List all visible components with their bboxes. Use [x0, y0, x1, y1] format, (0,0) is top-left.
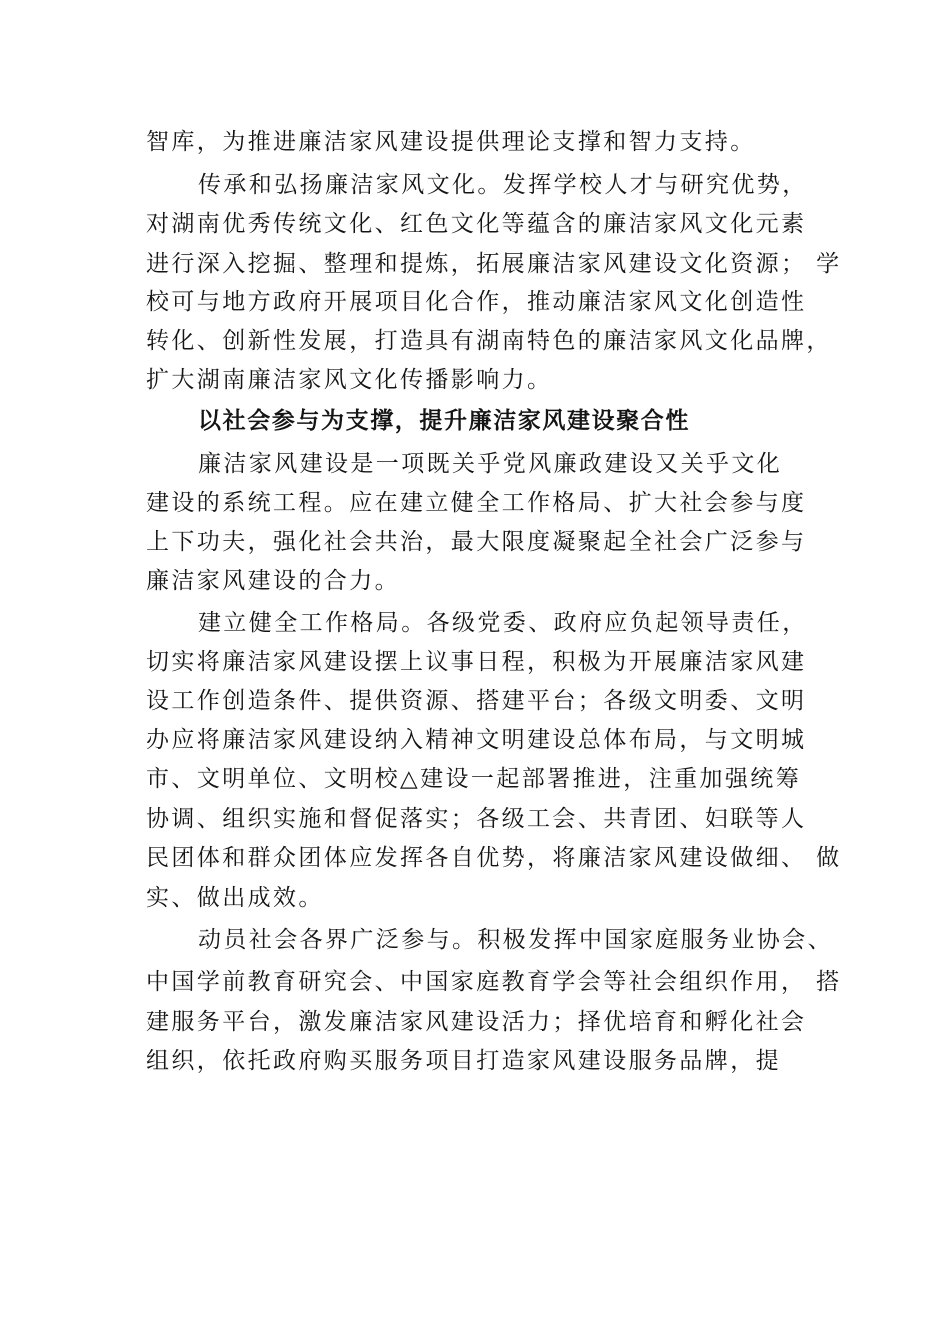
text-line: 组织，依托政府购买服务项目打造家风建设服务品牌，提	[146, 1048, 781, 1074]
text-line: 设工作创造条件、提供资源、搭建平台；各级文明委、文明	[146, 688, 807, 714]
text-line: 扩大湖南廉洁家风文化传播影响力。	[146, 367, 553, 393]
text-line: 中国学前教育研究会、中国家庭教育学会等社会组织作用， 搭	[146, 969, 842, 995]
text-line: 民团体和群众团体应发挥各自优势，将廉洁家风建设做细、 做	[146, 845, 842, 871]
text-line: 市、文明单位、文明校△建设一起部署推进，注重加强统筹	[146, 766, 802, 792]
text-line: 廉洁家风建设的合力。	[146, 568, 400, 594]
text-line: 办应将廉洁家风建设纳入精神文明建设总体布局，与文明城	[146, 727, 807, 753]
paragraph-first-line: 建立健全工作格局。各级党委、政府应负起领导责任，	[198, 610, 808, 636]
text-line: 进行深入挖掘、整理和提炼，拓展廉洁家风建设文化资源； 学	[146, 251, 842, 277]
paragraph-first-line: 廉洁家风建设是一项既关乎党风廉政建设又关乎文化	[198, 451, 783, 477]
text-line: 切实将廉洁家风建设摆上议事日程，积极为开展廉洁家风建	[146, 649, 807, 675]
text-line: 智库，为推进廉洁家风建设提供理论支撑和智力支持。	[146, 129, 756, 155]
text-line: 转化、创新性发展，打造具有湖南特色的廉洁家风文化品牌，	[146, 328, 832, 354]
text-line: 建设的系统工程。应在建立健全工作格局、扩大社会参与度	[146, 490, 807, 516]
text-line: 建服务平台，激发廉洁家风建设活力；择优培育和孵化社会	[146, 1009, 807, 1035]
text-line: 对湖南优秀传统文化、红色文化等蕴含的廉洁家风文化元素	[146, 211, 807, 237]
text-line: 上下功夫，强化社会共治，最大限度凝聚起全社会广泛参与	[146, 529, 807, 555]
section-heading: 以社会参与为支撑，提升廉洁家风建设聚合性	[198, 408, 690, 434]
paragraph-first-line: 传承和弘扬廉洁家风文化。发挥学校人才与研究优势，	[198, 172, 808, 198]
paragraph-first-line: 动员社会各界广泛参与。积极发挥中国家庭服务业协会、	[198, 927, 833, 953]
text-line: 协调、组织实施和督促落实；各级工会、共青团、妇联等人	[146, 806, 807, 832]
text-line: 校可与地方政府开展项目化合作，推动廉洁家风文化创造性	[146, 289, 807, 315]
text-line: 实、做出成效。	[146, 885, 324, 911]
